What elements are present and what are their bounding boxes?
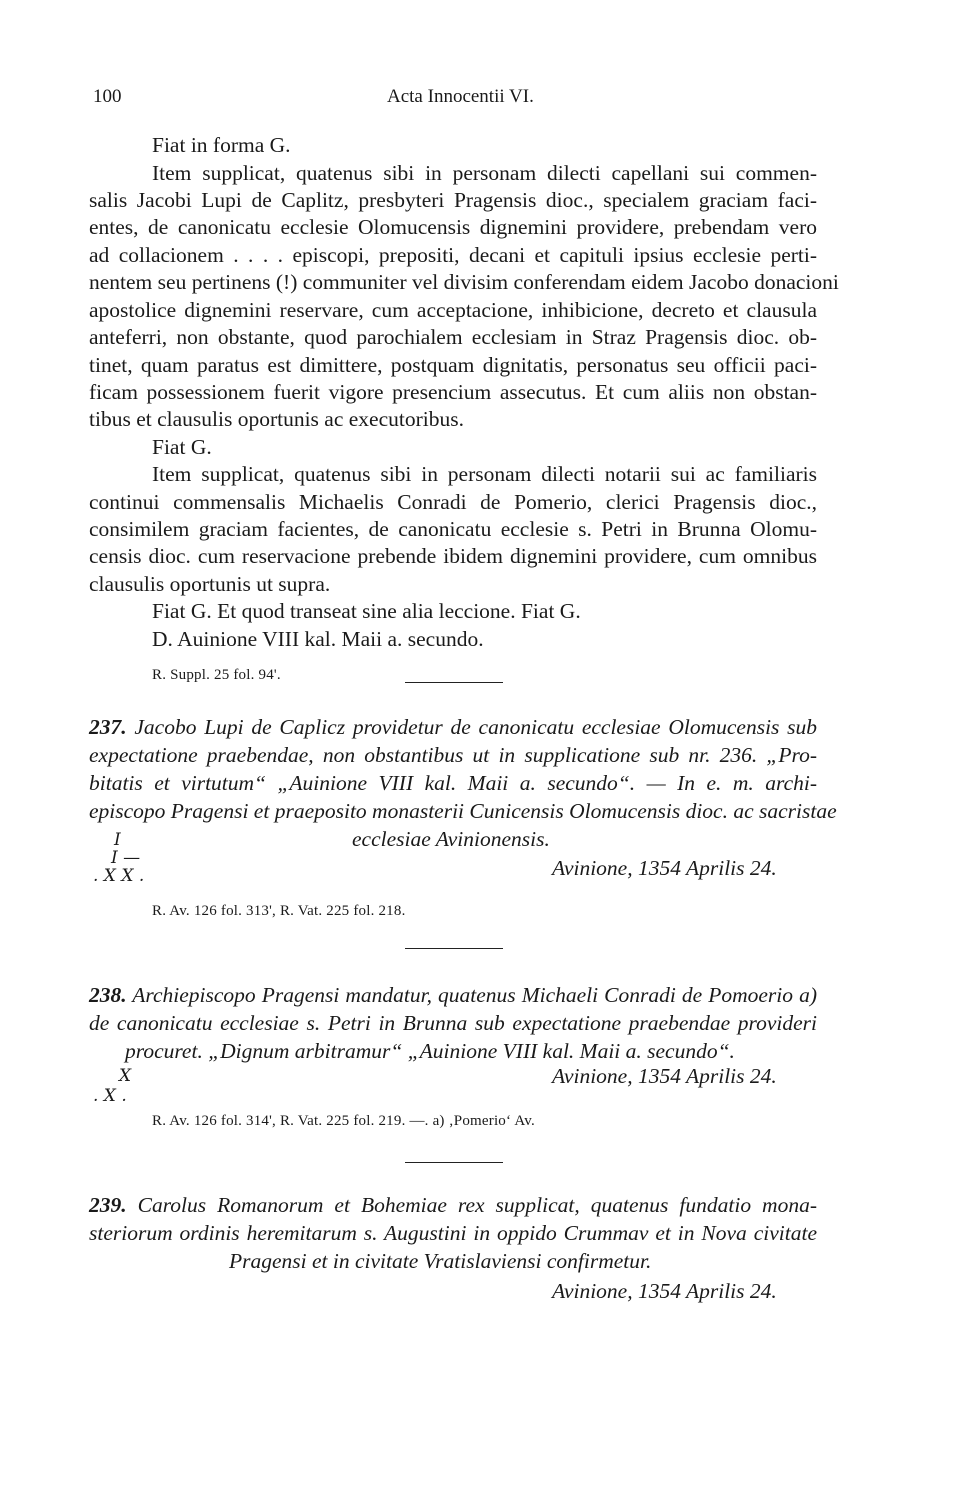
registry-mark: X xyxy=(119,1066,132,1086)
registry-mark: I xyxy=(114,830,121,850)
entry-date: Avinione, 1354 Aprilis 24. xyxy=(552,856,777,880)
section-divider xyxy=(405,1162,503,1163)
entry-237-line: episcopo Pragensi et praeposito monasterii Cunicensis Olomucensis dioc. ac sacristae xyxy=(89,799,837,823)
entry-date: Avinione, 1354 Aprilis 24. xyxy=(552,1279,777,1303)
text-line: anteferri, non obstante, quod parochialem ecclesiam in Straz Pragensis dioc. ob- xyxy=(89,325,817,349)
entry-238-line: 238. Archiepiscopo Pragensi mandatur, quatenus Michaeli Conradi de Pomoerio a) xyxy=(89,983,817,1007)
text-line: salis Jacobi Lupi de Caplitz, presbyteri Pragensis dioc., specialem graciam faci- xyxy=(89,188,817,212)
registry-mark: . X . xyxy=(93,1086,127,1106)
entry-number: 239. xyxy=(89,1193,127,1217)
text-line: Item supplicat, quatenus sibi in personam dilecti notarii sui ac familiaris xyxy=(152,462,817,486)
source-reference: R. Av. 126 fol. 314', R. Vat. 225 fol. 219. —. a) ‚Pomerio‘ Av. xyxy=(152,1113,535,1129)
entry-number: 237. xyxy=(89,715,127,739)
text-line: Fiat G. xyxy=(152,435,212,459)
entry-237-line: 237. Jacobo Lupi de Caplicz providetur de canonicatu ecclesiae Olomucensis sub xyxy=(89,715,818,739)
text-line: consimilem graciam facientes, de canonicatu ecclesie s. Petri in Brunna Olomu- xyxy=(89,517,817,541)
text-line: Fiat G. Et quod transeat sine alia leccione. Fiat G. xyxy=(152,599,581,623)
entry-237-line: bitatis et virtutum“ „Auinione VIII kal. Maii a. secundo“. — In e. m. archi- xyxy=(89,771,817,795)
text-line: tibus et clausulis oportunis ac executoribus. xyxy=(89,407,464,431)
entry-number: 238. xyxy=(89,983,127,1007)
entry-238-line: de canonicatu ecclesiae s. Petri in Brunna sub expectatione praebendae provideri xyxy=(89,1011,817,1035)
entry-date: Avinione, 1354 Aprilis 24. xyxy=(552,1064,777,1088)
registry-mark: I — xyxy=(111,848,141,868)
text-line: Item supplicat, quatenus sibi in personam dilecti capellani sui commen- xyxy=(152,161,817,185)
text-line: D. Auinione VIII kal. Maii a. secundo. xyxy=(152,627,484,651)
text-line: clausulis oportunis ut supra. xyxy=(89,572,331,596)
entry-239-line: Pragensi et in civitate Vratislaviensi confirmetur. xyxy=(229,1249,652,1273)
running-title: Acta Innocentii VI. xyxy=(387,86,534,107)
entry-237-line: expectatione praebendae, non obstantibus ut in supplicatione sub nr. 236. „Pro- xyxy=(89,743,817,767)
source-reference: R. Av. 126 fol. 313', R. Vat. 225 fol. 218. xyxy=(152,903,406,919)
section-divider xyxy=(405,682,503,683)
entry-239-line: 239. Carolus Romanorum et Bohemiae rex supplicat, quatenus fundatio mona- xyxy=(89,1193,817,1217)
text-line: tinet, quam paratus est dimittere, postquam dignitatis, personatus seu officii paci- xyxy=(89,353,817,377)
text-line: apostolice dignemini reservare, cum acceptacione, inhibicione, decreto et clausula xyxy=(89,298,817,322)
source-reference: R. Suppl. 25 fol. 94'. xyxy=(152,667,281,683)
section-divider xyxy=(405,948,503,949)
registry-mark: . X X . xyxy=(93,866,145,886)
text-line: ad collacionem . . . . episcopi, prepositi, decani et capituli ipsius ecclesie perti- xyxy=(89,243,817,267)
entry-237-line: ecclesiae Avinionensis. xyxy=(352,827,550,851)
text-line: ficam possessionem fuerit vigore presencium assecutus. Et cum aliis non obstan- xyxy=(89,380,817,404)
text-line: censis dioc. cum reservacione prebende ibidem dignemini providere, cum omnibus xyxy=(89,544,817,568)
page-number: 100 xyxy=(93,86,122,107)
text-line: entes, de canonicatu ecclesie Olomucensis dignemini providere, prebendam vero xyxy=(89,215,817,239)
entry-239-line: steriorum ordinis heremitarum s. Augustini in oppido Crummav et in Nova civitate xyxy=(89,1221,817,1245)
entry-238-line: procuret. „Dignum arbitramur“ „Auinione VIII kal. Maii a. secundo“. xyxy=(125,1039,735,1063)
text-line: Fiat in forma G. xyxy=(152,133,291,157)
text-line: continui commensalis Michaelis Conradi de Pomerio, clerici Pragensis dioc., xyxy=(89,490,817,514)
text-line: nentem seu pertinens (!) communiter vel divisim conferendam eidem Jacobo donacioni xyxy=(89,270,839,294)
